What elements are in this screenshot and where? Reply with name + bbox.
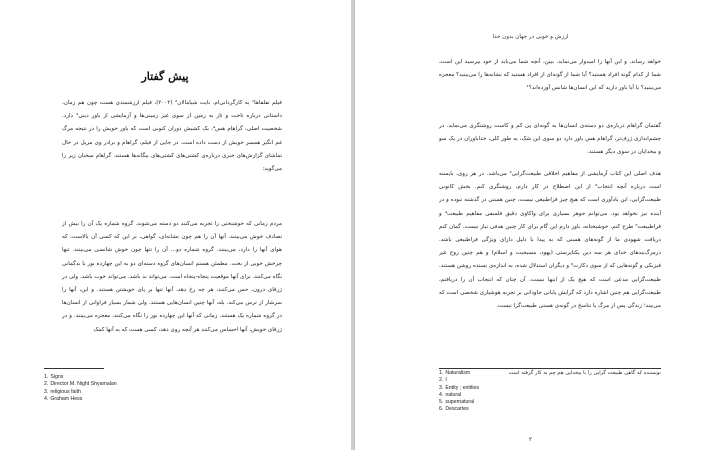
body-paragraph: گفتمان گراهام درباره‌ی دو دسته‌ی انسان‌ها به گونه‌ای پی کم و کاست روشنگری می‌نماید. در چشم‌اندازی ژرف‌تر، گراهام هس باور دارد دو سوی این شک، به طور کلی، خداباوران در یک سو و بیخدایان در سوی دیگر هستند. xyxy=(439,123,661,156)
footnote-item: 5. supernatural xyxy=(439,399,475,406)
quote-continuation: خواهد رساند. و این آنها را امیدوار می‌نماید. ببین، آنچه شما می‌باید از خود بپرسید این است، شما از کدام گونه افراد هستید؟ آیا شما از گونه‌ای از افراد هستید که نشانه‌ها را می‌بینید؟ معجزه می‌بینید؟ یا آیا باور دارید که این انسان‌ها شانس آورده‌اند؟¹ xyxy=(439,59,661,92)
footnote-item: 2. Director M. Night Shyamalan xyxy=(44,381,117,388)
footnote-item: 1. Signs xyxy=(44,374,64,380)
left-page xyxy=(0,0,351,450)
footnote-note: نویسنده که گاهی طبیعت گرایی را با بیخدایی هم چم به کار گرفته است xyxy=(508,370,661,376)
chapter-title: پیش گفتار xyxy=(141,70,189,83)
right-page xyxy=(355,0,706,450)
footnote-item: 3. Entity ; entities xyxy=(439,384,480,391)
page-number: ۲ xyxy=(528,436,533,443)
footnote-item: 3. religious faith xyxy=(44,388,81,395)
body-paragraph: هدف اصلی این کتاب آزمایشی از مفاهیم اخلاقی طبیعت‌گرایی² می‌باشد. در هر روی، بایسته است درباره آنچه ابتجاب³ از این اصطلاح در کار دارم، روشنگری کنم. بخش کانونی طبیعت‌گرایی، این یادآوری است که هیچ چیز فراطبیعی نیست، چنین هستی در گذشته نبوده و در آینده نیز نخواهد بود. می‌توانم جوهر بسیاری برای واکاوی دقیق فلسفی مفاهیم طبیعت⁴ و فراطبیعت⁵ طرح کنم. خوشبختانه، باور دارم این گام برای کار چنین هدفی نیاز نیست. گمان کنم دریافت شهودی ما از گونه‌های هستی که به پیدا با دلیل دارای ویژگی فراطبیعی باشد. درمرگ‌بندهای خدای هر سه دین یکتاپرستی (یهود، مسیحیت و اسلام) و هم چنین روح غیر فیزیکی و گونه‌هایی که از سوی دکارت⁶ و دیگران استدلال شده، به اندازه‌ی بسنده روشن هستند. طبیعت‌گرایی مدعی است که هیچ یک از اینها نیست. آن چنان که ابتجاب آن را دریافتم، طبیعت‌گرایی هم چنین اشاره دارد که گرایش پایانی جاودانی بر تجربه هوشیاری شخصی است که می‌بیند؛ زندگی پس از مرگ یا تناسخ در گونه‌ی هستی طبیعت‌گرا نیست. xyxy=(439,171,662,310)
footnote-divider xyxy=(439,368,661,369)
footnote-list xyxy=(44,374,117,403)
footnote-divider xyxy=(44,368,104,369)
footnote-item: 6. Descartes xyxy=(439,406,469,413)
footnote-item: 4. Graham Hess xyxy=(44,395,83,402)
footnote-item: 2. I xyxy=(439,377,447,384)
footnote-item: 4. natural xyxy=(439,391,462,398)
running-head: ارزش و خوبی در جهان بدون خدا xyxy=(492,34,569,40)
intro-paragraph: فیلم تفلقاها¹ به کارگردانی‌ام. نایت شیامالان² (۲۰۰۲)، فیلم ارزشمندی هست چون هم زمان، داستانی درباره تاخت و تاز به زمین از سوی غیر زمینی‌ها و آزمایشی از باور دینی³ دارد. شخصیت اصلی، گراهام هس⁴، یک کشیش دوران کنونی است که باور خویش را در نتیجه مرگ غم انگیز همسر خویش از دست داده است. در جایی از فیلم، گراهام و برادر وی مریل در حال تماشای گزارش‌های خبری درباره‌ی کشتی‌های کشتی‌های بیگانه‌ها هستند. گراهام سخنان زیر را می‌گوید: xyxy=(62,100,282,173)
footnote-item: 1. Naturalism xyxy=(439,370,471,376)
footnote-list xyxy=(439,370,479,414)
quote-paragraph: مردم زمانی که خوشبختی را تجربه می‌کنند دو دسته می‌شوند. گروه شماره یک آن را بیش از تصادف خوش می‌بینند. آنها آن را هم چون نشانه‌ای، گواهی، بر این که کسی آن بالاست، که هوای آنها را دارد، می‌بینند. گروه شماره دو... آن را تنها چون خوش شانسی می‌بینند. تنها چرخش خوبی از بخت. مطمئن هستم انسان‌های گروه دسته‌ای دو به این چهارده نور با بدگمانی نگاه می‌کنند. برای آنها موقعیت پنجاه-پنجاه است. می‌تواند بد باشد. می‌تواند خوب باشد. ولی در ژرفای درون، حس می‌کنند، هر چه رخ دهد، آنها تنها بر پای خویشتن هستند. و این، آنها را سرشار از ترس می‌کند. بله، آنها چنین انسان‌هایی هستند. ولی شمار بسیار فراوانی از انسان‌ها در گروه شماره یک هستند. زمانی که آنها این چهارده نور را نگاه می‌کنند، معجزه می‌بینند. و در ژرفای خویش، آنها احساس می‌کنند هر آنچه روی دهد، کسی هست که به آنها کمک xyxy=(62,221,282,333)
